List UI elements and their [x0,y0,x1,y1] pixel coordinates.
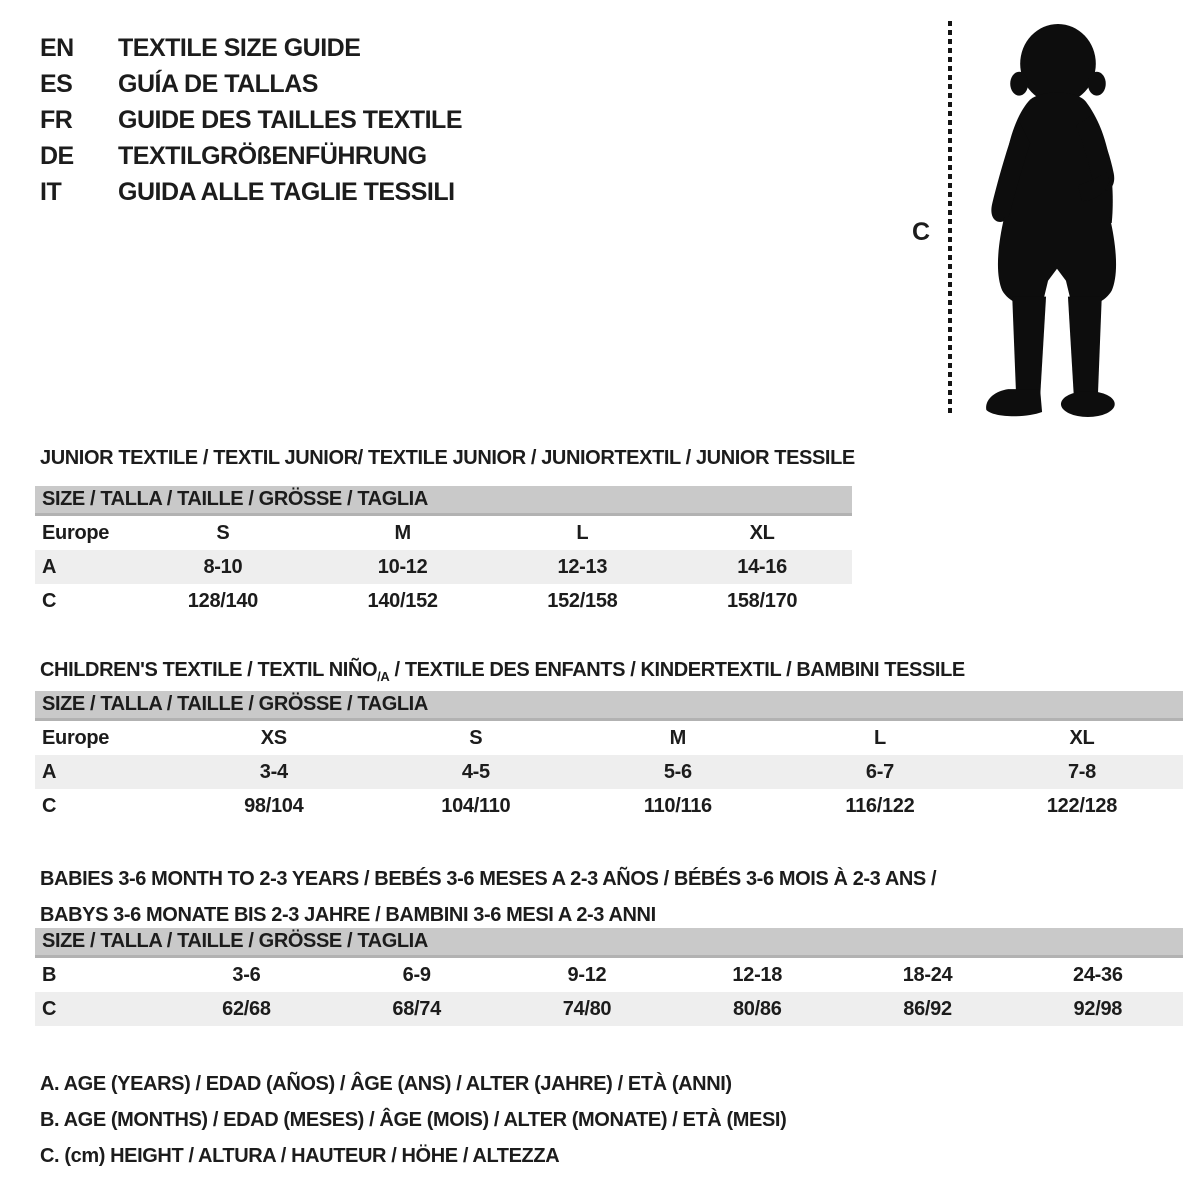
cell: L [576,521,589,544]
title-sub: /A [377,668,390,684]
lang-row-de [40,138,462,174]
cell: 116/122 [845,794,915,817]
cell: 158/170 [727,589,798,612]
lang-row-fr [40,102,462,138]
lang-row-es [40,66,462,102]
cell: 5-6 [577,755,779,789]
cell: 68/74 [332,992,502,1026]
cell: 3-6 [232,963,261,986]
height-measure-dashed-line [948,21,952,414]
legend-line-c: C. (cm) HEIGHT / ALTURA / HAUTEUR / HÖHE / ALTEZZA [40,1144,560,1167]
guide-title: GUÍA DE TALLAS [118,69,318,98]
title-text: CHILDREN'S TEXTILE / TEXTIL NIÑO [40,658,378,681]
cell: 24-36 [1073,963,1123,986]
children-size-table [35,691,1183,823]
language-title-block [40,30,462,210]
table-row-age [35,755,1183,789]
cell: 86/92 [842,992,1012,1026]
cell: 3-4 [173,755,375,789]
babies-section-title-line2: BABYS 3-6 MONATE BIS 2-3 JAHRE / BAMBINI 3-6 MESI A 2-3 ANNI [40,903,656,926]
cell: 7-8 [981,755,1183,789]
cell: 8-10 [133,550,313,584]
cell: XL [1069,726,1095,749]
cell: 18-24 [902,963,953,986]
table-row-europe [35,720,1183,756]
lang-code: DE [40,141,74,170]
height-measure-label: C [912,218,931,246]
cell: 62/68 [161,992,331,1026]
size-header-bar: SIZE / TALLA / TAILLE / GRÖSSE / TAGLIA [35,691,1183,720]
guide-title: GUIDA ALLE TAGLIE TESSILI [118,177,455,206]
size-header-bar: SIZE / TALLA / TAILLE / GRÖSSE / TAGLIA [35,928,1183,957]
table-row-age [35,550,852,584]
guide-title: TEXTILGRÖßENFÜHRUNG [118,141,427,170]
cell: XS [260,726,287,749]
size-header-bar: SIZE / TALLA / TAILLE / GRÖSSE / TAGLIA [35,486,852,515]
junior-size-table [35,486,852,618]
cell: S [469,726,483,749]
cell: 98/104 [244,794,304,817]
row-label: A [35,550,133,584]
row-label: B [42,963,57,986]
cell: 152/158 [547,589,618,612]
cell: 12-13 [493,550,673,584]
cell: 110/116 [643,794,712,817]
row-label: C [35,992,161,1026]
cell: 128/140 [187,589,258,612]
cell: 80/86 [672,992,842,1026]
lang-code: IT [40,177,62,206]
row-label: A [35,755,173,789]
cell: M [394,521,411,544]
cell: 4-5 [375,755,577,789]
cell: M [669,726,687,749]
row-label: C [42,794,57,817]
cell: 140/152 [367,589,438,612]
cell: 6-9 [402,963,431,986]
cell: XL [749,521,775,544]
lang-code: ES [40,69,73,98]
legend-line-b: B. AGE (MONTHS) / EDAD (MESES) / ÂGE (MOIS) / ALTER (MONATE) / ETÀ (MESI) [40,1108,787,1131]
cell: 10-12 [313,550,493,584]
row-label: C [42,589,57,612]
guide-title: TEXTILE SIZE GUIDE [118,33,361,62]
legend-line-a: A. AGE (YEARS) / EDAD (AÑOS) / ÂGE (ANS) / ALTER (JAHRE) / ETÀ (ANNI) [40,1072,732,1095]
lang-code: EN [40,33,74,62]
babies-size-table [35,928,1183,1026]
junior-section-title: JUNIOR TEXTILE / TEXTIL JUNIOR/ TEXTILE JUNIOR / JUNIORTEXTIL / JUNIOR TESSILE [40,446,855,469]
measurement-legend [40,1066,786,1174]
cell: 92/98 [1013,992,1183,1026]
children-section-title [40,659,965,684]
cell: L [873,726,886,749]
row-label: Europe [42,726,110,749]
table-row-height [35,992,1183,1026]
cell: 6-7 [779,755,981,789]
guide-title: GUIDE DES TAILLES TEXTILE [118,105,463,134]
cell: 12-18 [732,963,783,986]
lang-row-it [40,174,462,210]
cell: 74/80 [502,992,672,1026]
cell: 122/128 [1046,794,1118,817]
babies-section-title-line1: BABIES 3-6 MONTH TO 2-3 YEARS / BEBÉS 3-6 MESES A 2-3 AÑOS / BÉBÉS 3-6 MOIS À 2-3 ANS / [40,867,937,890]
cell: 14-16 [672,550,852,584]
table-row-age-months [35,957,1183,993]
lang-row-en [40,30,462,66]
table-row-europe [35,515,852,551]
row-label: Europe [42,521,110,544]
table-row-height [35,584,852,618]
table-row-height [35,789,1183,823]
lang-code: FR [40,105,73,134]
toddler-silhouette [972,22,1142,420]
cell: 9-12 [567,963,607,986]
cell: S [216,521,230,544]
title-text: / TEXTILE DES ENFANTS / KINDERTEXTIL / BAMBINI TESSILE [389,658,965,681]
cell: 104/110 [441,794,511,817]
